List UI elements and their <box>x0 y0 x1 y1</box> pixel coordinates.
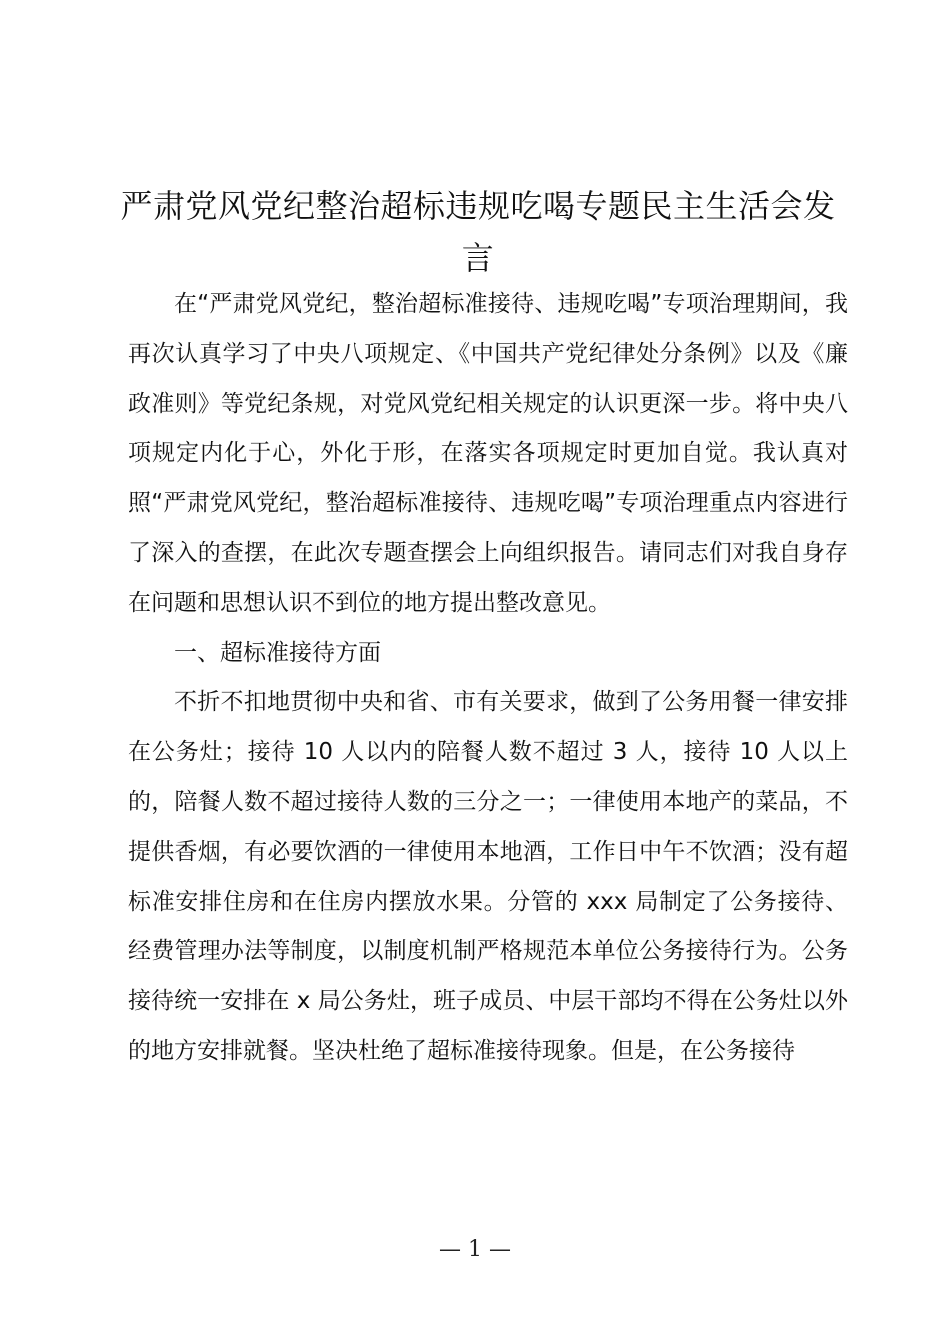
paragraph-section-one: 不折不扣地贯彻中央和省、市有关要求，做到了公务用餐一律安排在公务灶；接待 10 人以内的陪餐人数不超过 3 人，接待 10 人以上的，陪餐人数不超过接待人数的三分之一；一律使用本地产的菜品，不提供香烟，有必要饮酒的一律使用本地酒，工作日中午不饮酒；没有超标准安排住房和在住房内摆放水果。分管的 xxx 局制定了公务接待、经费管理办法等制度，以制度机制严格规范本单位公务接待行为。公务接待统一安排在 x 局公务灶，班子成员、中层干部均不得在公务灶以外的地方安排就餐。坚决杜绝了超标准接待现象。但是，在公务接待 <box>128 689 848 1064</box>
section-heading: 一、超标准接待方面 <box>174 639 381 666</box>
paragraph-intro: 在“严肃党风党纪，整治超标准接待、违规吃喝”专项治理期间，我再次认真学习了中央八项规定、《中国共产党纪律处分条例》以及《廉政准则》等党纪条规，对党风党纪相关规定的认识更深一步。将中央八项规定内化于心，外化于形，在落实各项规定时更加自觉。我认真对照“严肃党风党纪，整治超标准接待、违规吃喝”专项治理重点内容进行了深入的查摆，在此次专题查摆会上向组织报告。请同志们对我自身存在问题和思想认识不到位的地方提出整改意见。 <box>128 291 848 616</box>
document-body <box>128 280 848 1077</box>
page-number: — 1 — <box>439 1237 511 1262</box>
document-title: 严肃党风党纪整治超标违规吃喝专题民主生活会发言 <box>120 187 836 277</box>
